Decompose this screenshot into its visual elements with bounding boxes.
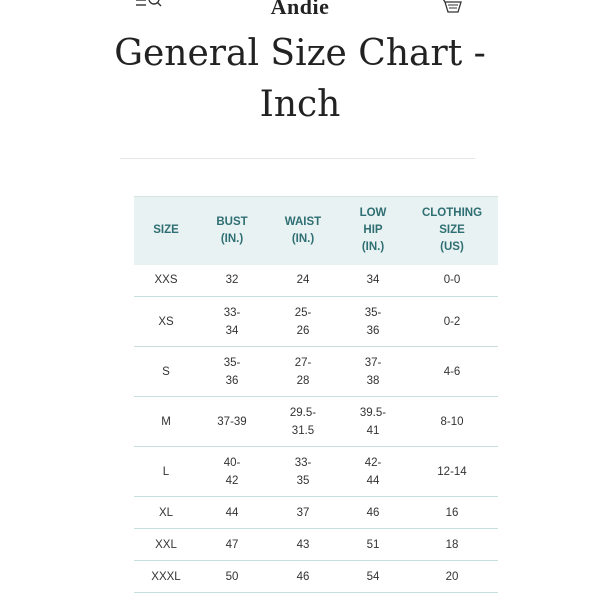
cell-bust: 33- 34: [223, 306, 241, 337]
cell-bust: 32: [225, 274, 239, 287]
cell-bust: 40- 42: [223, 456, 241, 487]
cell-low-hip: 42- 44: [364, 456, 382, 487]
cell-size: XXL: [155, 538, 177, 551]
cell-size: XXXL: [151, 570, 181, 583]
table-row: [134, 561, 498, 593]
cell-size: XS: [158, 315, 174, 328]
page-title: General Size Chart - Inch: [114, 33, 486, 125]
divider: [120, 158, 475, 159]
cell-low-hip: 35- 36: [364, 306, 382, 337]
cell-size: L: [162, 465, 170, 478]
cell-bust: 50: [225, 570, 239, 583]
cell-waist: 27- 28: [294, 356, 312, 387]
table-row: [134, 397, 498, 447]
cell-bust: 37-39: [217, 415, 247, 428]
cell-size: M: [161, 415, 171, 428]
cell-bust: 44: [225, 506, 239, 519]
cell-waist: 25- 26: [294, 306, 312, 337]
cell-low-hip: 51: [366, 538, 380, 551]
table-header-row: [134, 197, 498, 265]
table-row: [134, 297, 498, 347]
cell-clothing-size: 18: [445, 538, 459, 551]
column-header-low-hip: LOW HIP (IN.): [340, 197, 406, 265]
cell-waist: 33- 35: [294, 456, 312, 487]
cell-clothing-size: 12-14: [437, 465, 467, 478]
column-header-clothing-size: CLOTHING SIZE (US): [406, 197, 498, 265]
cell-waist: 37: [296, 506, 310, 519]
cell-waist: 46: [296, 570, 310, 583]
brand-logo[interactable]: Andie: [270, 0, 330, 19]
cell-clothing-size: 20: [445, 570, 459, 583]
table-row: [134, 347, 498, 397]
column-header-waist: WAIST (IN.): [266, 197, 340, 265]
table-row: [134, 529, 498, 561]
cell-size: XXS: [154, 274, 178, 287]
cell-size: XL: [158, 506, 174, 519]
cell-bust: 47: [225, 538, 239, 551]
top-bar: [0, 0, 600, 22]
cell-waist: 24: [296, 274, 310, 287]
table-row: [134, 265, 498, 297]
column-header-bust: BUST (IN.): [198, 197, 266, 265]
cell-low-hip: 54: [366, 570, 380, 583]
cell-size: S: [162, 365, 170, 378]
column-header-size: SIZE: [134, 197, 198, 265]
size-chart-table: [134, 196, 498, 593]
cell-clothing-size: 16: [445, 506, 459, 519]
cell-clothing-size: 0-2: [443, 315, 461, 328]
cell-low-hip: 39.5- 41: [359, 406, 387, 437]
cell-clothing-size: 0-0: [443, 274, 461, 287]
cell-waist: 29.5- 31.5: [289, 406, 317, 437]
cart-icon[interactable]: [442, 0, 464, 16]
cell-waist: 43: [296, 538, 310, 551]
table-row: [134, 497, 498, 529]
size-chart-table-container[interactable]: [134, 196, 483, 600]
cell-low-hip: 37- 38: [364, 356, 382, 387]
cell-bust: 35- 36: [223, 356, 241, 387]
cell-clothing-size: 8-10: [440, 415, 464, 428]
cell-clothing-size: 4-6: [443, 365, 461, 378]
cell-low-hip: 34: [366, 274, 380, 287]
table-row: [134, 447, 498, 497]
cell-low-hip: 46: [366, 506, 380, 519]
